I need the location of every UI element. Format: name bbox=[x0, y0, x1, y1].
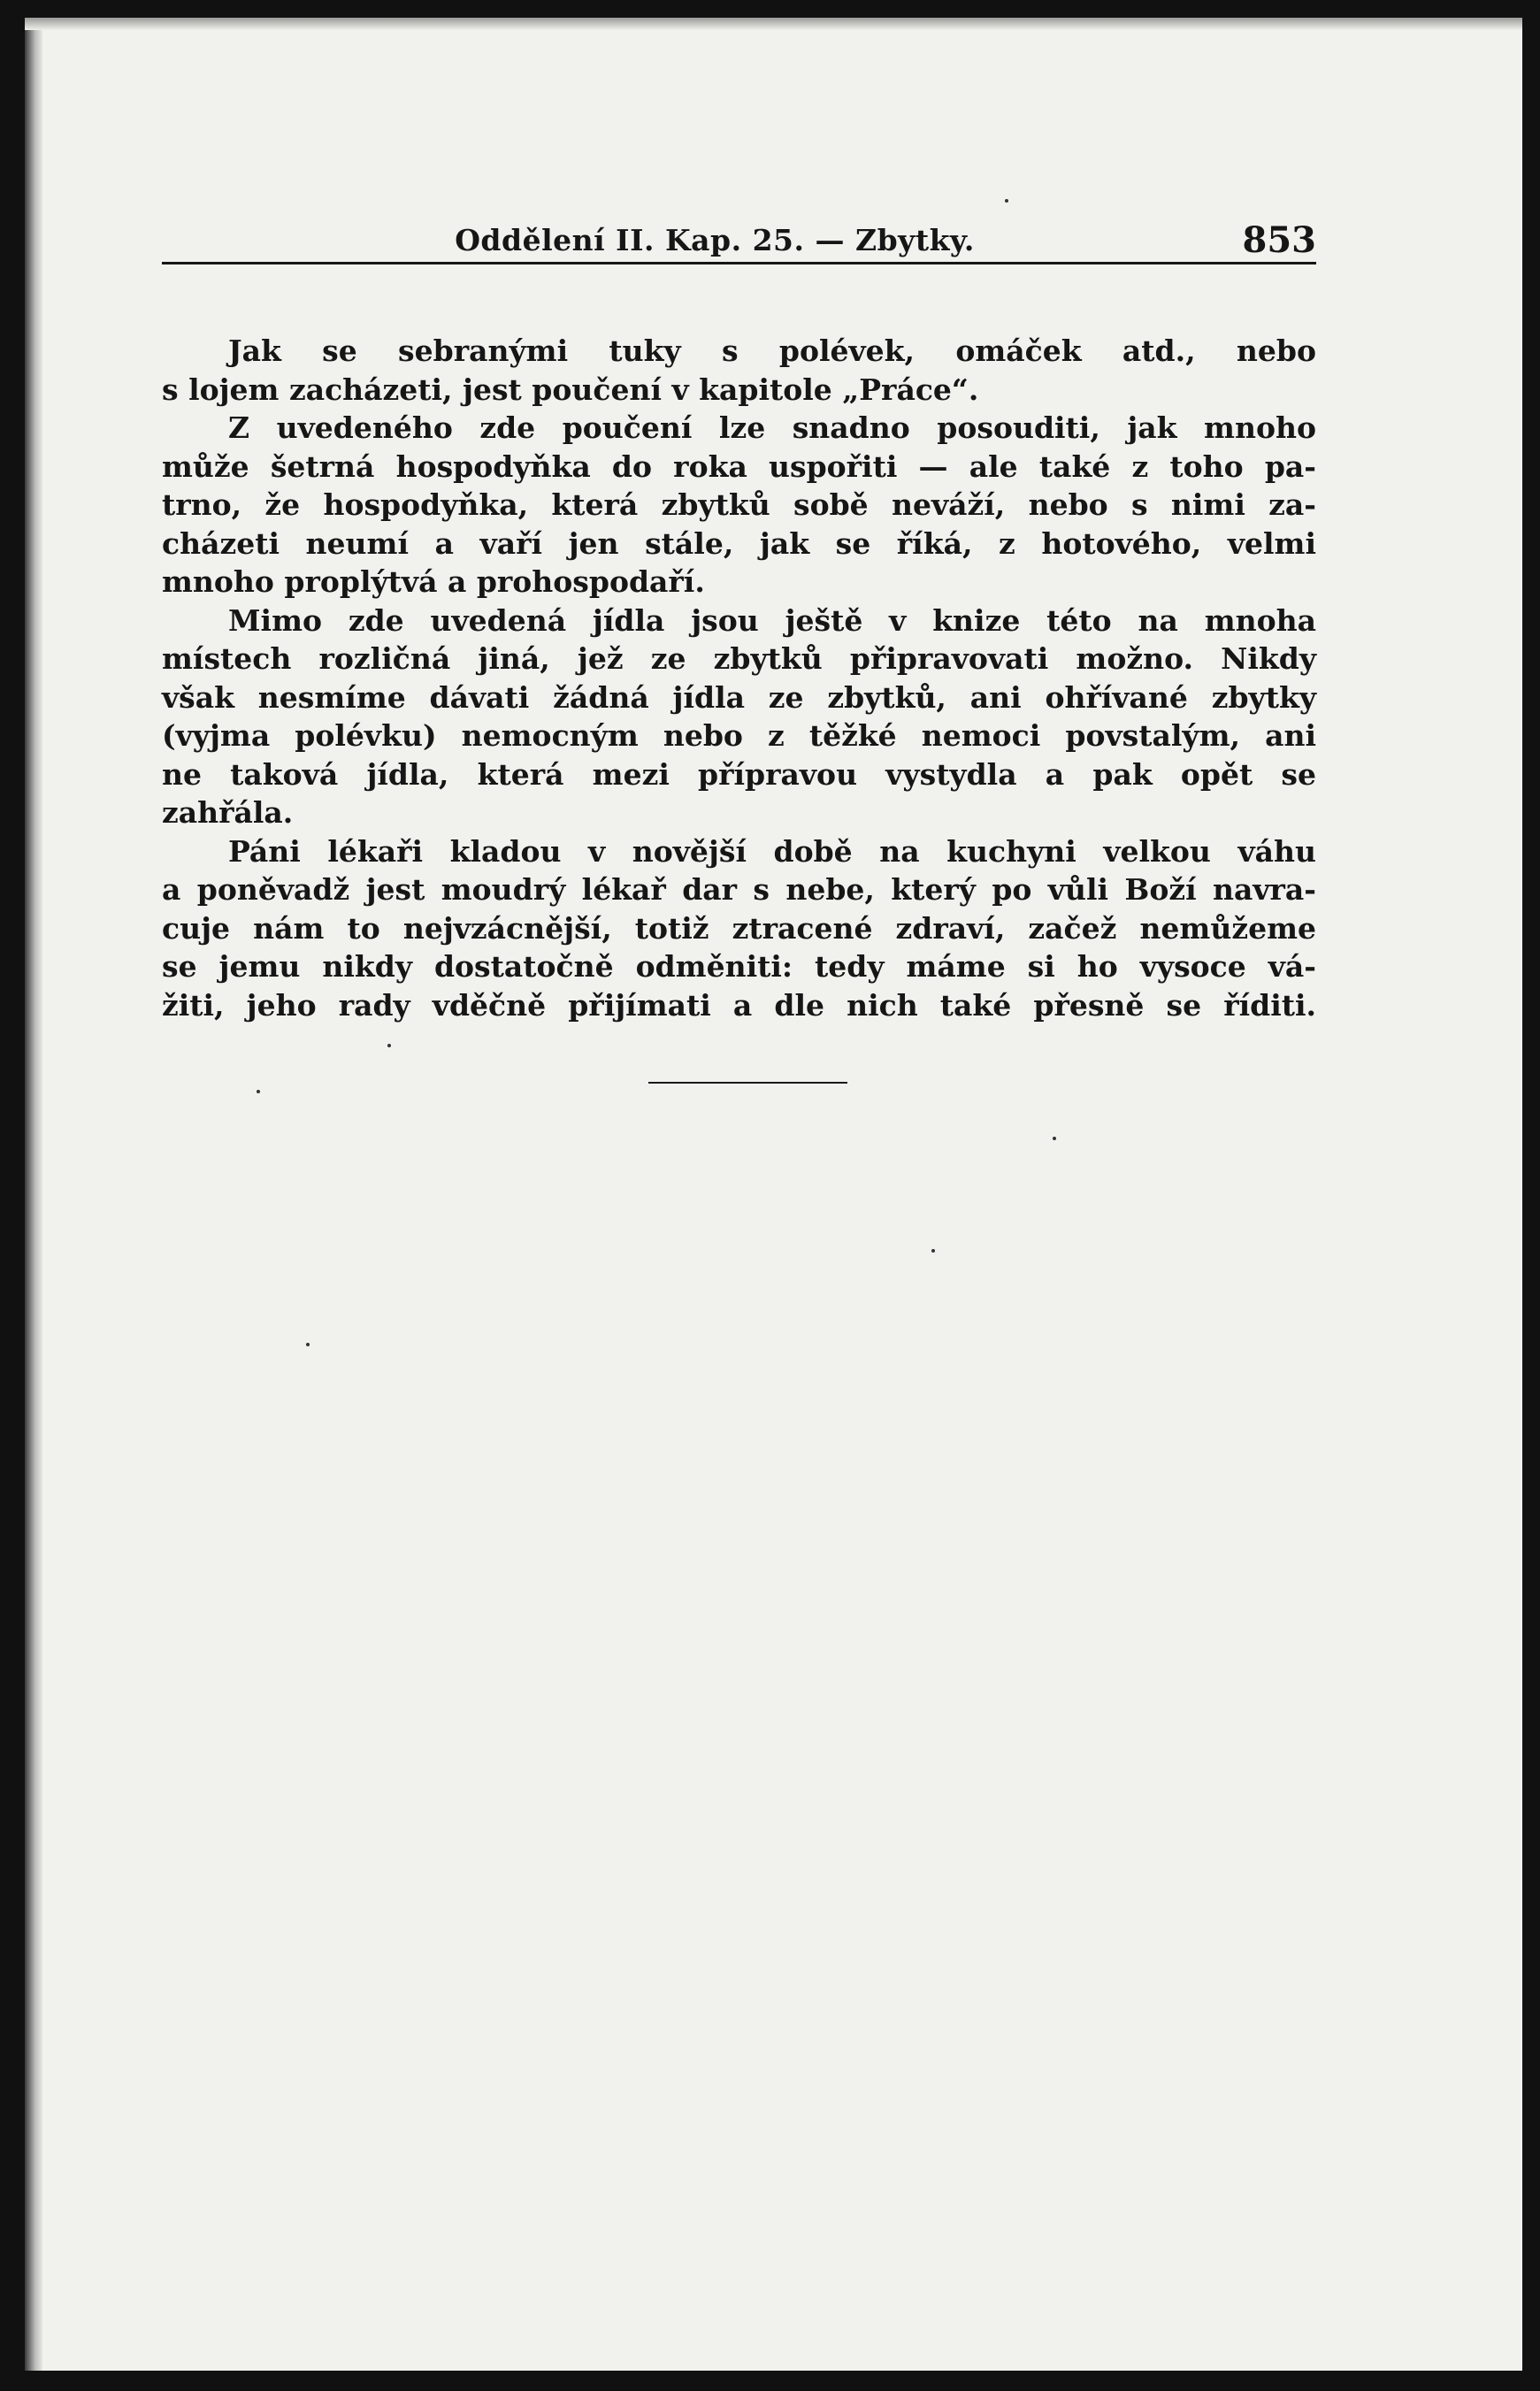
page-header bbox=[162, 218, 1316, 264]
text-line: zahřála. bbox=[162, 795, 294, 830]
text-line: cházeti neumí a vaří jen stále, jak se říká, z hotového, velmi bbox=[162, 525, 1316, 561]
text-line: Jak se sebranými tuky s polévek, omáček atd., nebo bbox=[228, 333, 1316, 368]
paragraph-2 bbox=[162, 409, 1316, 602]
text-line: cuje nám to nejvzácnější, totiž ztracené zdraví, začež nemůžeme bbox=[162, 910, 1316, 946]
text-line: Mimo zde uvedená jídla jsou ještě v knize této na mnoha bbox=[228, 602, 1316, 638]
ink-speck bbox=[257, 1090, 260, 1093]
page-edge-shadow bbox=[25, 18, 42, 2371]
text-line: žiti, jeho rady vděčně přijímati a dle nich také přesně se říditi. bbox=[162, 987, 1316, 1023]
paragraph-1 bbox=[162, 332, 1316, 409]
text-line: a poněvadž jest moudrý lékař dar s nebe, který po vůli Boží navra- bbox=[162, 872, 1316, 907]
book-page bbox=[25, 18, 1522, 2371]
text-line: místech rozličná jiná, jež ze zbytků připravovati možno. Nikdy bbox=[162, 641, 1316, 676]
text-line: (vyjma polévku) nemocným nebo z těžké nemoci povstalým, ani bbox=[162, 718, 1316, 753]
body-text bbox=[162, 332, 1316, 1024]
ink-speck bbox=[1005, 199, 1008, 203]
page-number: 853 bbox=[1242, 219, 1316, 261]
page-top-shadow bbox=[25, 18, 1522, 30]
text-line: trno, že hospodyňka, která zbytků sobě neváží, nebo s nimi za- bbox=[162, 487, 1316, 522]
running-head: Oddělení II. Kap. 25. — Zbytky. bbox=[455, 223, 975, 257]
paragraph-3 bbox=[162, 602, 1316, 832]
text-line: s lojem zacházeti, jest poučení v kapitole „Práce“. bbox=[162, 372, 979, 407]
ink-speck bbox=[1053, 1137, 1056, 1140]
text-line: ne taková jídla, která mezi přípravou vystydla a pak opět se bbox=[162, 756, 1316, 792]
text-line: může šetrná hospodyňka do roka uspořiti — ale také z toho pa- bbox=[162, 448, 1316, 484]
end-rule bbox=[648, 1082, 847, 1084]
ink-speck bbox=[387, 1044, 391, 1047]
paragraph-4 bbox=[162, 832, 1316, 1025]
text-line: mnoho proplýtvá a prohospodaří. bbox=[162, 564, 705, 599]
ink-speck bbox=[931, 1249, 935, 1253]
text-line: však nesmíme dávati žádná jídla ze zbytků, ani ohřívané zbytky bbox=[162, 679, 1316, 715]
ink-speck bbox=[306, 1343, 310, 1346]
text-line: se jemu nikdy dostatočně odměniti: tedy máme si ho vysoce vá- bbox=[162, 949, 1316, 984]
text-line: Z uvedeného zde poučení lze snadno posouditi, jak mnoho bbox=[228, 410, 1316, 445]
text-line: Páni lékaři kladou v novější době na kuchyni velkou váhu bbox=[228, 833, 1316, 869]
